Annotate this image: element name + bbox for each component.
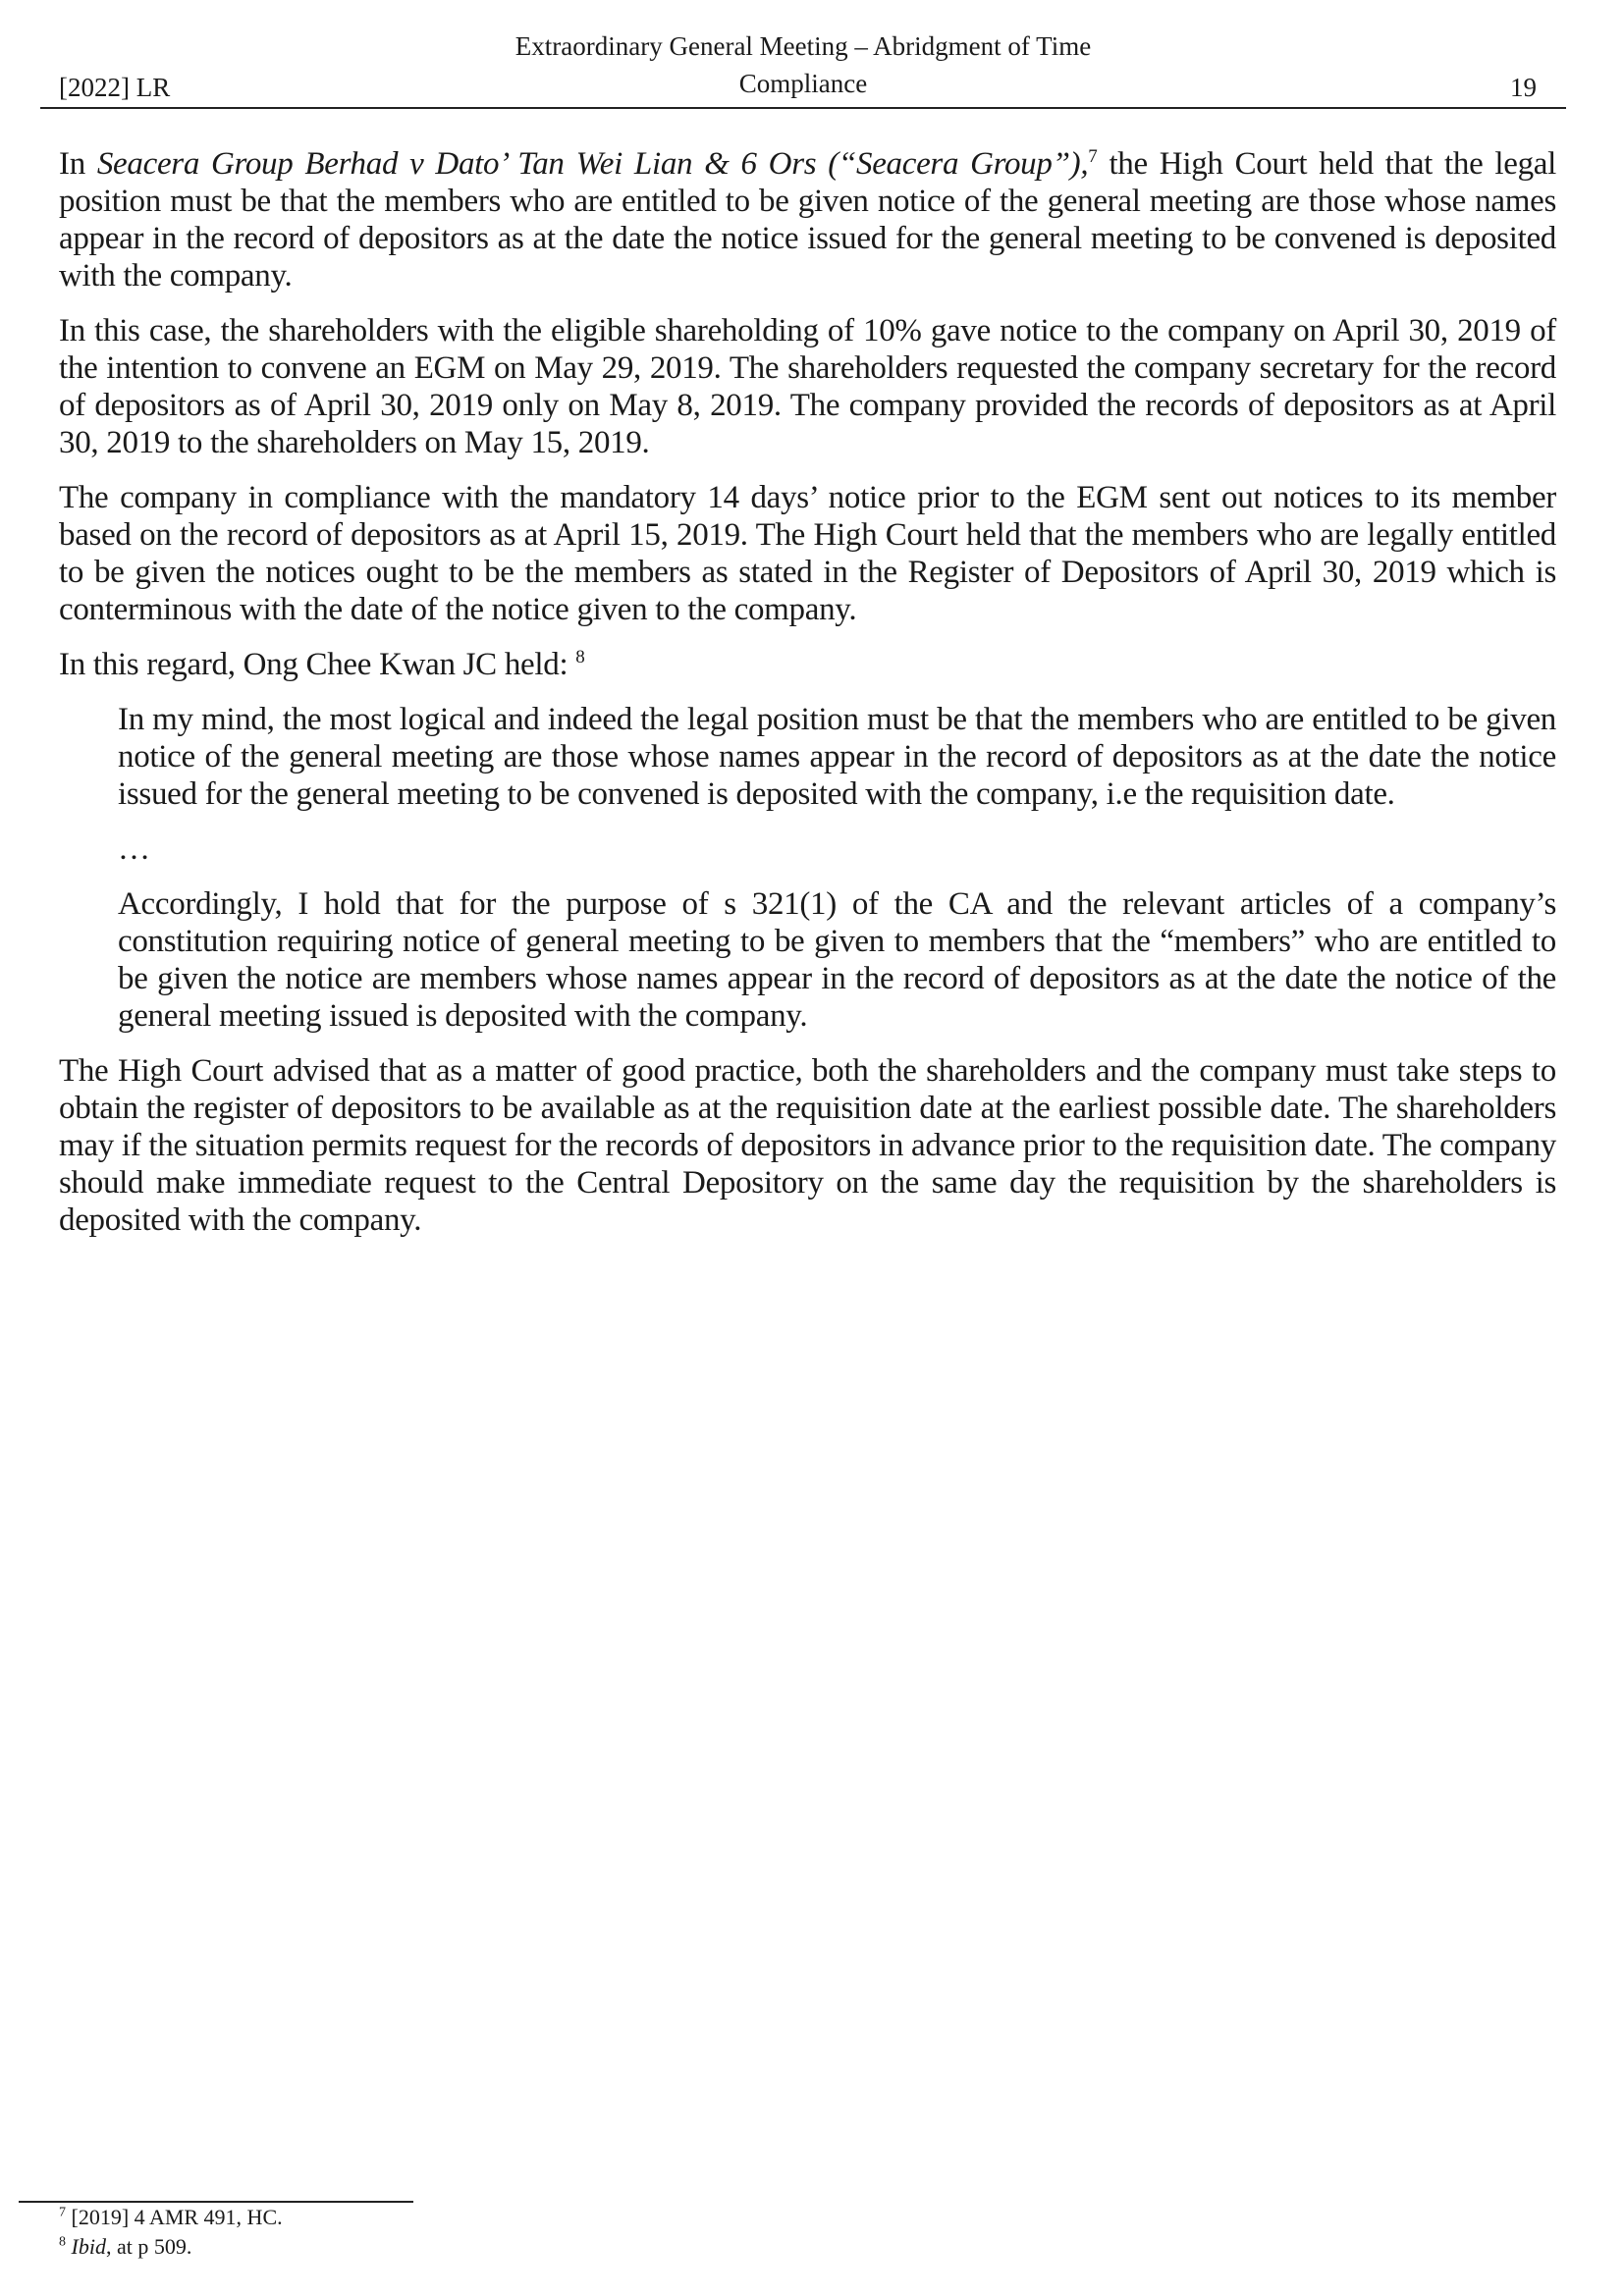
footnote-text: , at p 509.	[105, 2234, 192, 2259]
running-title-line-1: Extraordinary General Meeting – Abridgment of Time	[514, 31, 1092, 61]
paragraph-3: The company in compliance with the mandatory 14 days’ notice prior to the EGM sent out notices to its member based on the record of depositors as at April 15, 2019. The High Court held that the members who are legally entitled to be given the notices ought to be the members as stated in the Register of Depositors of April 30, 2019 which is conterminous with the date of the notice given to the company.	[59, 480, 1556, 627]
paragraph-2: In this case, the shareholders with the eligible shareholding of 10% gave notice to the company on April 30, 2019 of the intention to convene an EGM on May 29, 2019. The shareholders requested the company secretary for the record of depositors as of April 30, 2019 only on May 8, 2019. The company provided the records of depositors as at April 30, 2019 to the shareholders on May 15, 2019.	[59, 313, 1556, 460]
paragraph-5: The High Court advised that as a matter of good practice, both the shareholders and the company must take steps to obtain the register of depositors to be available as at the requisition date at the earliest possible date. The shareholders may if the situation permits request for the records of depositors in advance prior to the requisition date. The company should make immediate request to the Central Depository on the same day the requisition by the shareholders is deposited with the company.	[59, 1053, 1556, 1238]
page-body	[59, 145, 1556, 1256]
footnote-divider	[19, 2201, 413, 2203]
paragraph-1-text: the High Court held that the legal position must be that the members who are entitled to be given notice of the general meeting are those whose names appear in the record of depositors as at the date the notice issued for the general meeting to be convened is deposited with the company.	[59, 146, 1557, 294]
paragraph-1-intro: In	[59, 146, 97, 182]
quote-intro: In this regard, Ong Chee Kwan JC held:	[59, 647, 576, 682]
paragraph-4	[59, 646, 1556, 683]
footnote-ref-7[interactable]: 7	[1088, 146, 1098, 167]
footnote-italic: Ibid	[71, 2234, 106, 2259]
paragraph-1	[59, 145, 1556, 294]
running-header	[40, 27, 1566, 109]
footnote-8	[59, 2232, 746, 2262]
quote-ellipsis: …	[118, 831, 150, 867]
journal-citation: [2022] LR	[59, 73, 171, 102]
block-quote-1: In my mind, the most logical and indeed the legal position must be that the members who are entitled to be given notice of the general meeting are those whose names appear in the record of depositors as at the date the notice issued for the general meeting to be convened is deposited with the company, i.e the requisition date.	[118, 702, 1556, 812]
footnotes	[59, 2203, 746, 2262]
block-quote-2: Accordingly, I hold that for the purpose of s 321(1) of the CA and the relevant articles of a company’s constitution requiring notice of general meeting to be given to members that the “members” who are entitled to be given the notice are members whose names appear in the record of depositors as at the date the notice of the general meeting issued is deposited with the company.	[118, 886, 1556, 1034]
footnote-number: 7	[59, 2205, 66, 2220]
case-name: Seacera Group Berhad v Dato’ Tan Wei Lian & 6 Ors (“Seacera Group”),	[96, 146, 1089, 182]
footnote-text: [2019] 4 AMR 491, HC.	[71, 2205, 283, 2229]
footnote-ref-8[interactable]: 8	[575, 647, 585, 667]
footnote-7	[59, 2203, 746, 2232]
footnote-number: 8	[59, 2234, 66, 2250]
running-title	[40, 27, 1566, 102]
running-title-line-2: Compliance	[738, 69, 868, 98]
page-number: 19	[1510, 73, 1537, 102]
